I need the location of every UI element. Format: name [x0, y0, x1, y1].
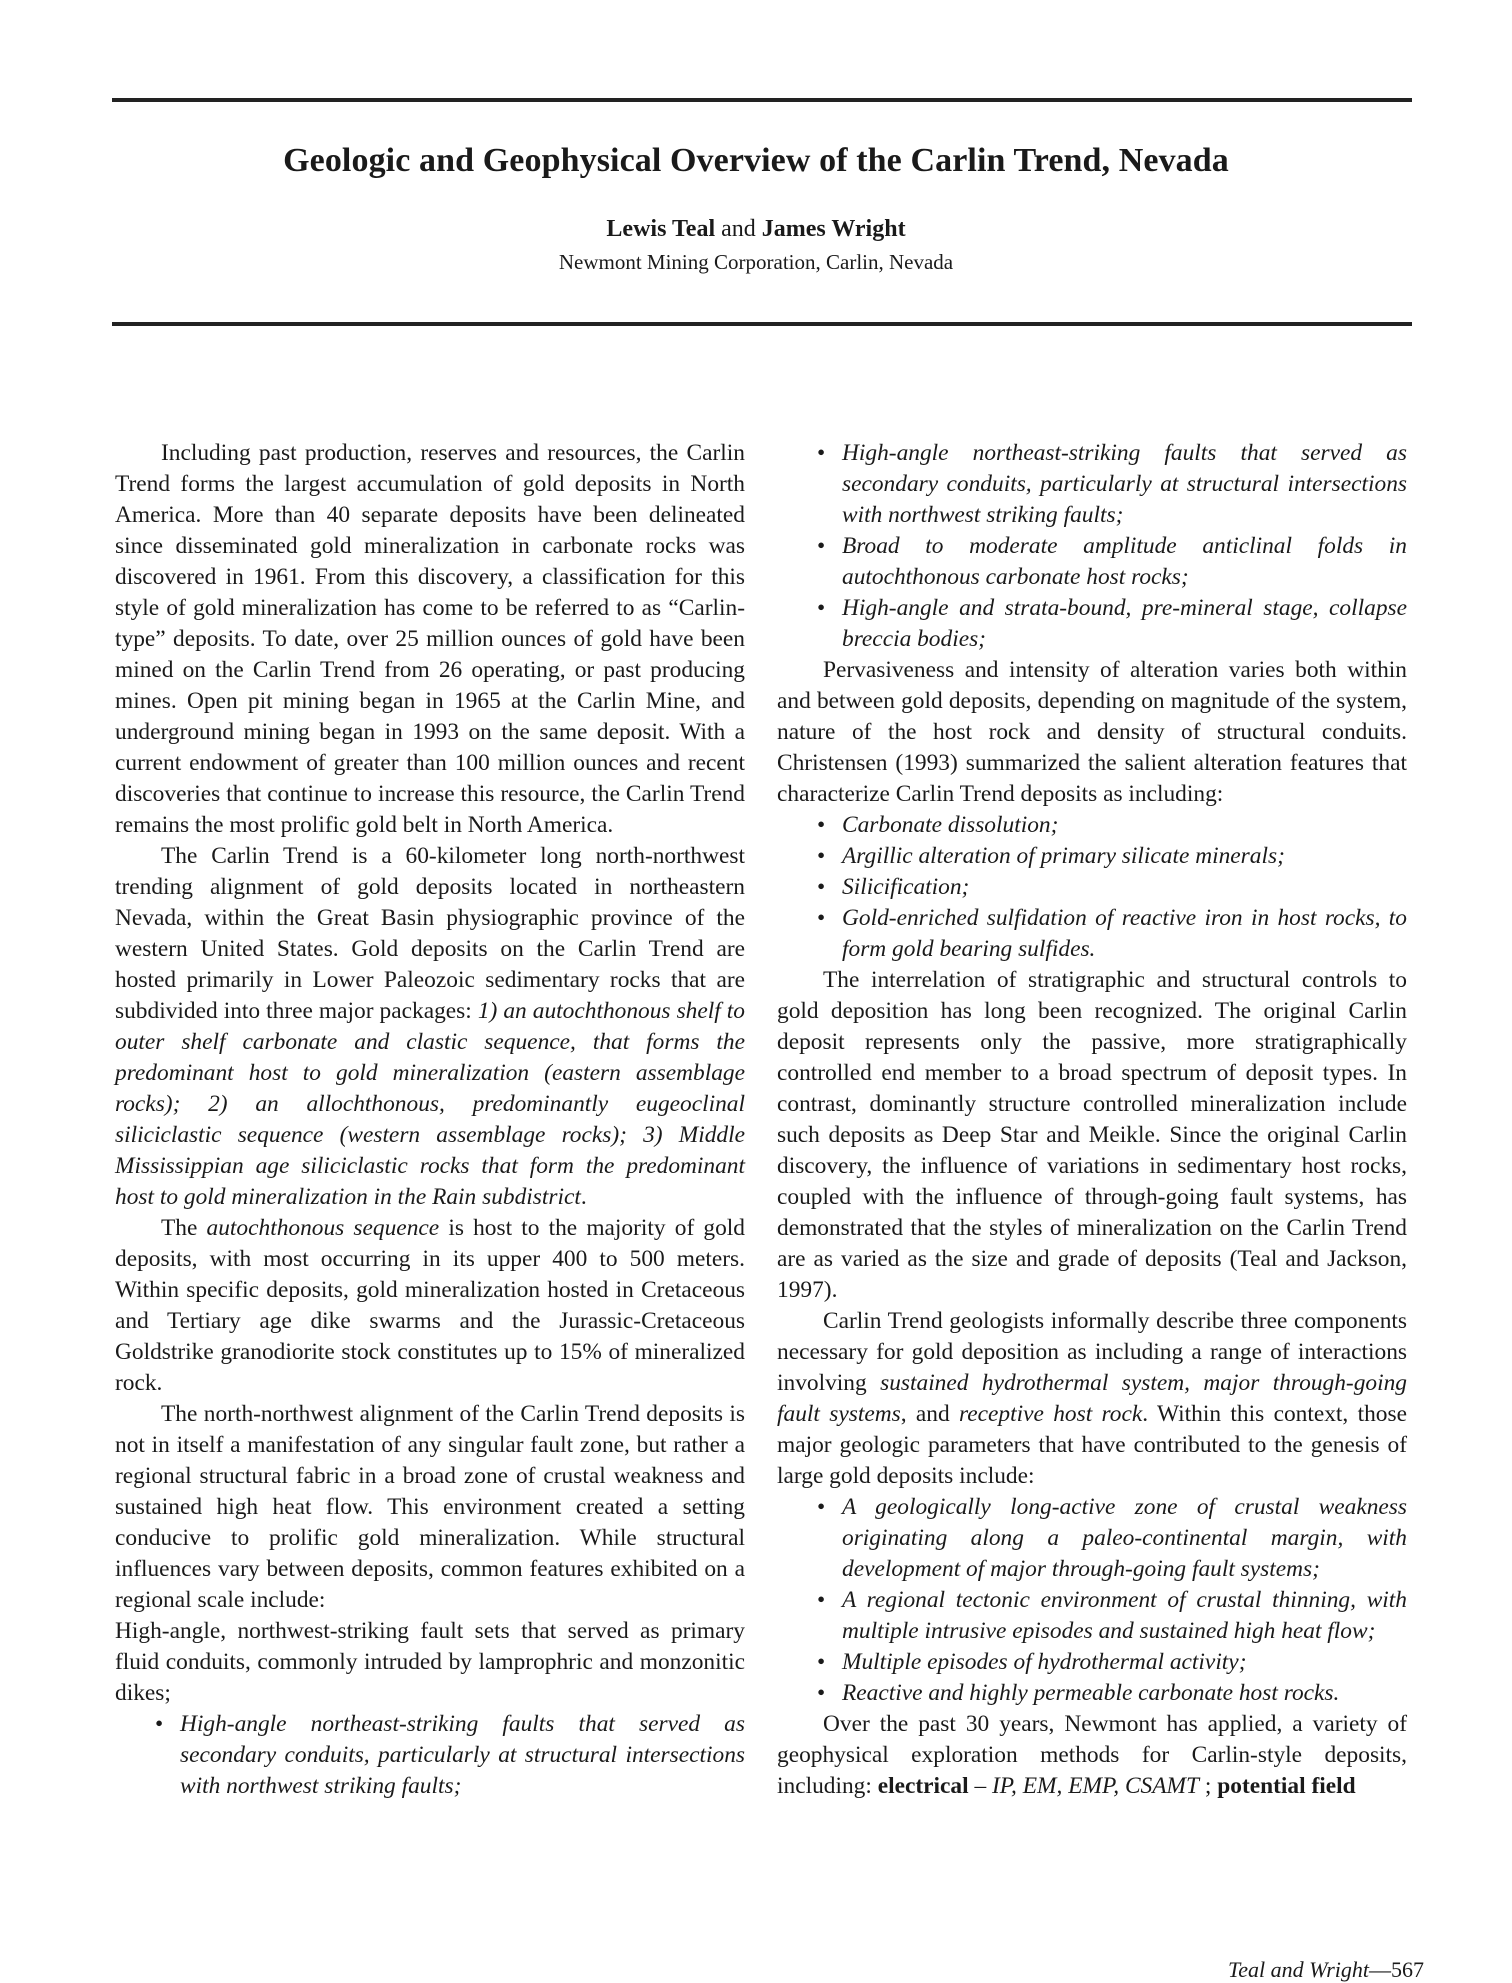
list-item: • High-angle and strata-bound, pre-mineral stage, collapse breccia bodies; [777, 593, 1407, 655]
author-line: Lewis Teal and James Wright [606, 216, 906, 242]
paragraph: Including past production, reserves and resources, the Carlin Trend forms the largest accumulation of gold deposits in North America. More than 40 separate deposits have been delineated since disseminated gold mineralization in carbonate rocks was discovered in 1961. From this discovery, a classification for this style of gold mineralization has come to be referred to as “Carlin-type” deposits. To date, over 25 million ounces of gold have been mined on the Carlin Trend from 26 operating, or past producing mines. Open pit mining began in 1965 at the Carlin Mine, and underground mining began in 1993 on the same deposit. With a current endowment of greater than 100 million ounces and recent discoveries that continue to increase this resource, the Carlin Trend remains the most prolific gold belt in North America. [115, 440, 745, 838]
affiliation: Newmont Mining Corporation, Carlin, Nevada [558, 250, 954, 274]
bullet-list [777, 438, 1407, 655]
list-item: • Multiple episodes of hydrothermal activity; [777, 1647, 1407, 1678]
header-bottom-rule [112, 322, 1412, 326]
list-item: • A regional tectonic environment of crustal thinning, with multiple intrusive episodes and sustained high heat flow; [777, 1585, 1407, 1647]
paragraph: Carlin Trend geologists informally describe three components necessary for gold deposition as including a range of interactions involving sustained hydrothermal system, major through-going fault systems, and receptive host rock. Within this context, those major geologic parameters that have contributed to the genesis of large gold deposits include: [777, 1308, 1407, 1489]
author-name: Lewis Teal [606, 216, 716, 242]
list-item: • Broad to moderate amplitude anticlinal folds in autochthonous carbonate host rocks; [777, 531, 1407, 593]
paragraph: Over the past 30 years, Newmont has applied, a variety of geophysical exploration methods for Carlin-style deposits, including: electrical – IP, EM, EMP, CSAMT ; potential field [777, 1711, 1407, 1799]
page-number: 567 [1391, 1957, 1424, 1982]
paragraph: The Carlin Trend is a 60-kilometer long north-northwest trending alignment of gold deposits located in northeastern Nevada, within the Great Basin physiographic province of the western United States. Gold deposits on the Carlin Trend are hosted primarily in Lower Paleozoic sedimentary rocks that are subdivided into three major packages: 1) an autochthonous shelf to outer shelf carbonate and clastic sequence, that forms the predominant host to gold mineralization (eastern assemblage rocks); 2) an allochthonous, predominantly eugeoclinal siliciclastic sequence (western assemblage rocks); 3) Middle Mississippian age siliciclastic rocks that form the predominant host to gold mineralization in the Rain subdistrict. [115, 843, 745, 1210]
bullet-list [777, 1492, 1407, 1709]
list-item: • High-angle northeast-striking faults that served as secondary conduits, particularly at structural intersections with northwest striking faults; [115, 1709, 745, 1802]
paragraph: High-angle, northwest-striking fault sets that served as primary fluid conduits, commonly intruded by lamprophric and monzonitic dikes; [115, 1618, 745, 1706]
list-item: • High-angle northeast-striking faults that served as secondary conduits, particularly at structural intersections with northwest striking faults; [777, 438, 1407, 531]
paragraph: Pervasiveness and intensity of alteration varies both within and between gold deposits, depending on magnitude of the system, nature of the host rock and density of structural conduits. Christensen (1993) summarized the salient alteration features that characterize Carlin Trend deposits as including: [777, 657, 1407, 807]
top-rule [112, 98, 1412, 102]
paper-title: Geologic and Geophysical Overview of the Carlin Trend, Nevada [283, 142, 1229, 179]
paragraph: The autochthonous sequence is host to the majority of gold deposits, with most occurring in its upper 400 to 500 meters. Within specific deposits, gold mineralization hosted in Cretaceous and Tertiary age dike swarms and the Jurassic-Cretaceous Goldstrike granodiorite stock constitutes up to 15% of mineralized rock. [115, 1215, 745, 1396]
list-item: • Carbonate dissolution; [777, 810, 1407, 841]
author-name: James Wright [761, 216, 906, 242]
left-column [115, 438, 745, 1802]
list-item: • Argillic alteration of primary silicate minerals; [777, 841, 1407, 872]
list-item: • Gold-enriched sulfidation of reactive iron in host rocks, to form gold bearing sulfides. [777, 903, 1407, 965]
running-authors: Teal and Wright [1228, 1957, 1369, 1982]
list-item: • Reactive and highly permeable carbonate host rocks. [777, 1678, 1407, 1709]
right-column [777, 438, 1407, 1802]
list-item: • Silicification; [777, 872, 1407, 903]
list-item: • A geologically long-active zone of crustal weakness originating along a paleo-continental margin, with development of major through-going fault systems; [777, 1492, 1407, 1585]
bullet-list [115, 1709, 745, 1802]
paragraph: The interrelation of stratigraphic and structural controls to gold deposition has long been recognized. The original Carlin deposit represents only the passive, more stratigraphically controlled end member to a broad spectrum of deposit types. In contrast, dominantly structure controlled mineralization include such deposits as Deep Star and Meikle. Since the original Carlin discovery, the influence of variations in sedimentary host rocks, coupled with the influence of through-going fault systems, has demonstrated that the styles of mineralization on the Carlin Trend are as varied as the size and grade of deposits (Teal and Jackson, 1997). [777, 967, 1407, 1303]
page-footer: Teal and Wright—567 [1228, 1957, 1424, 1982]
paragraph: The north-northwest alignment of the Carlin Trend deposits is not in itself a manifestation of any singular fault zone, but rather a regional structural fabric in a broad zone of crustal weakness and sustained high heat flow. This environment created a setting conducive to prolific gold mineralization. While structural influences vary between deposits, common features exhibited on a regional scale include: [115, 1401, 745, 1613]
bullet-list [777, 810, 1407, 965]
